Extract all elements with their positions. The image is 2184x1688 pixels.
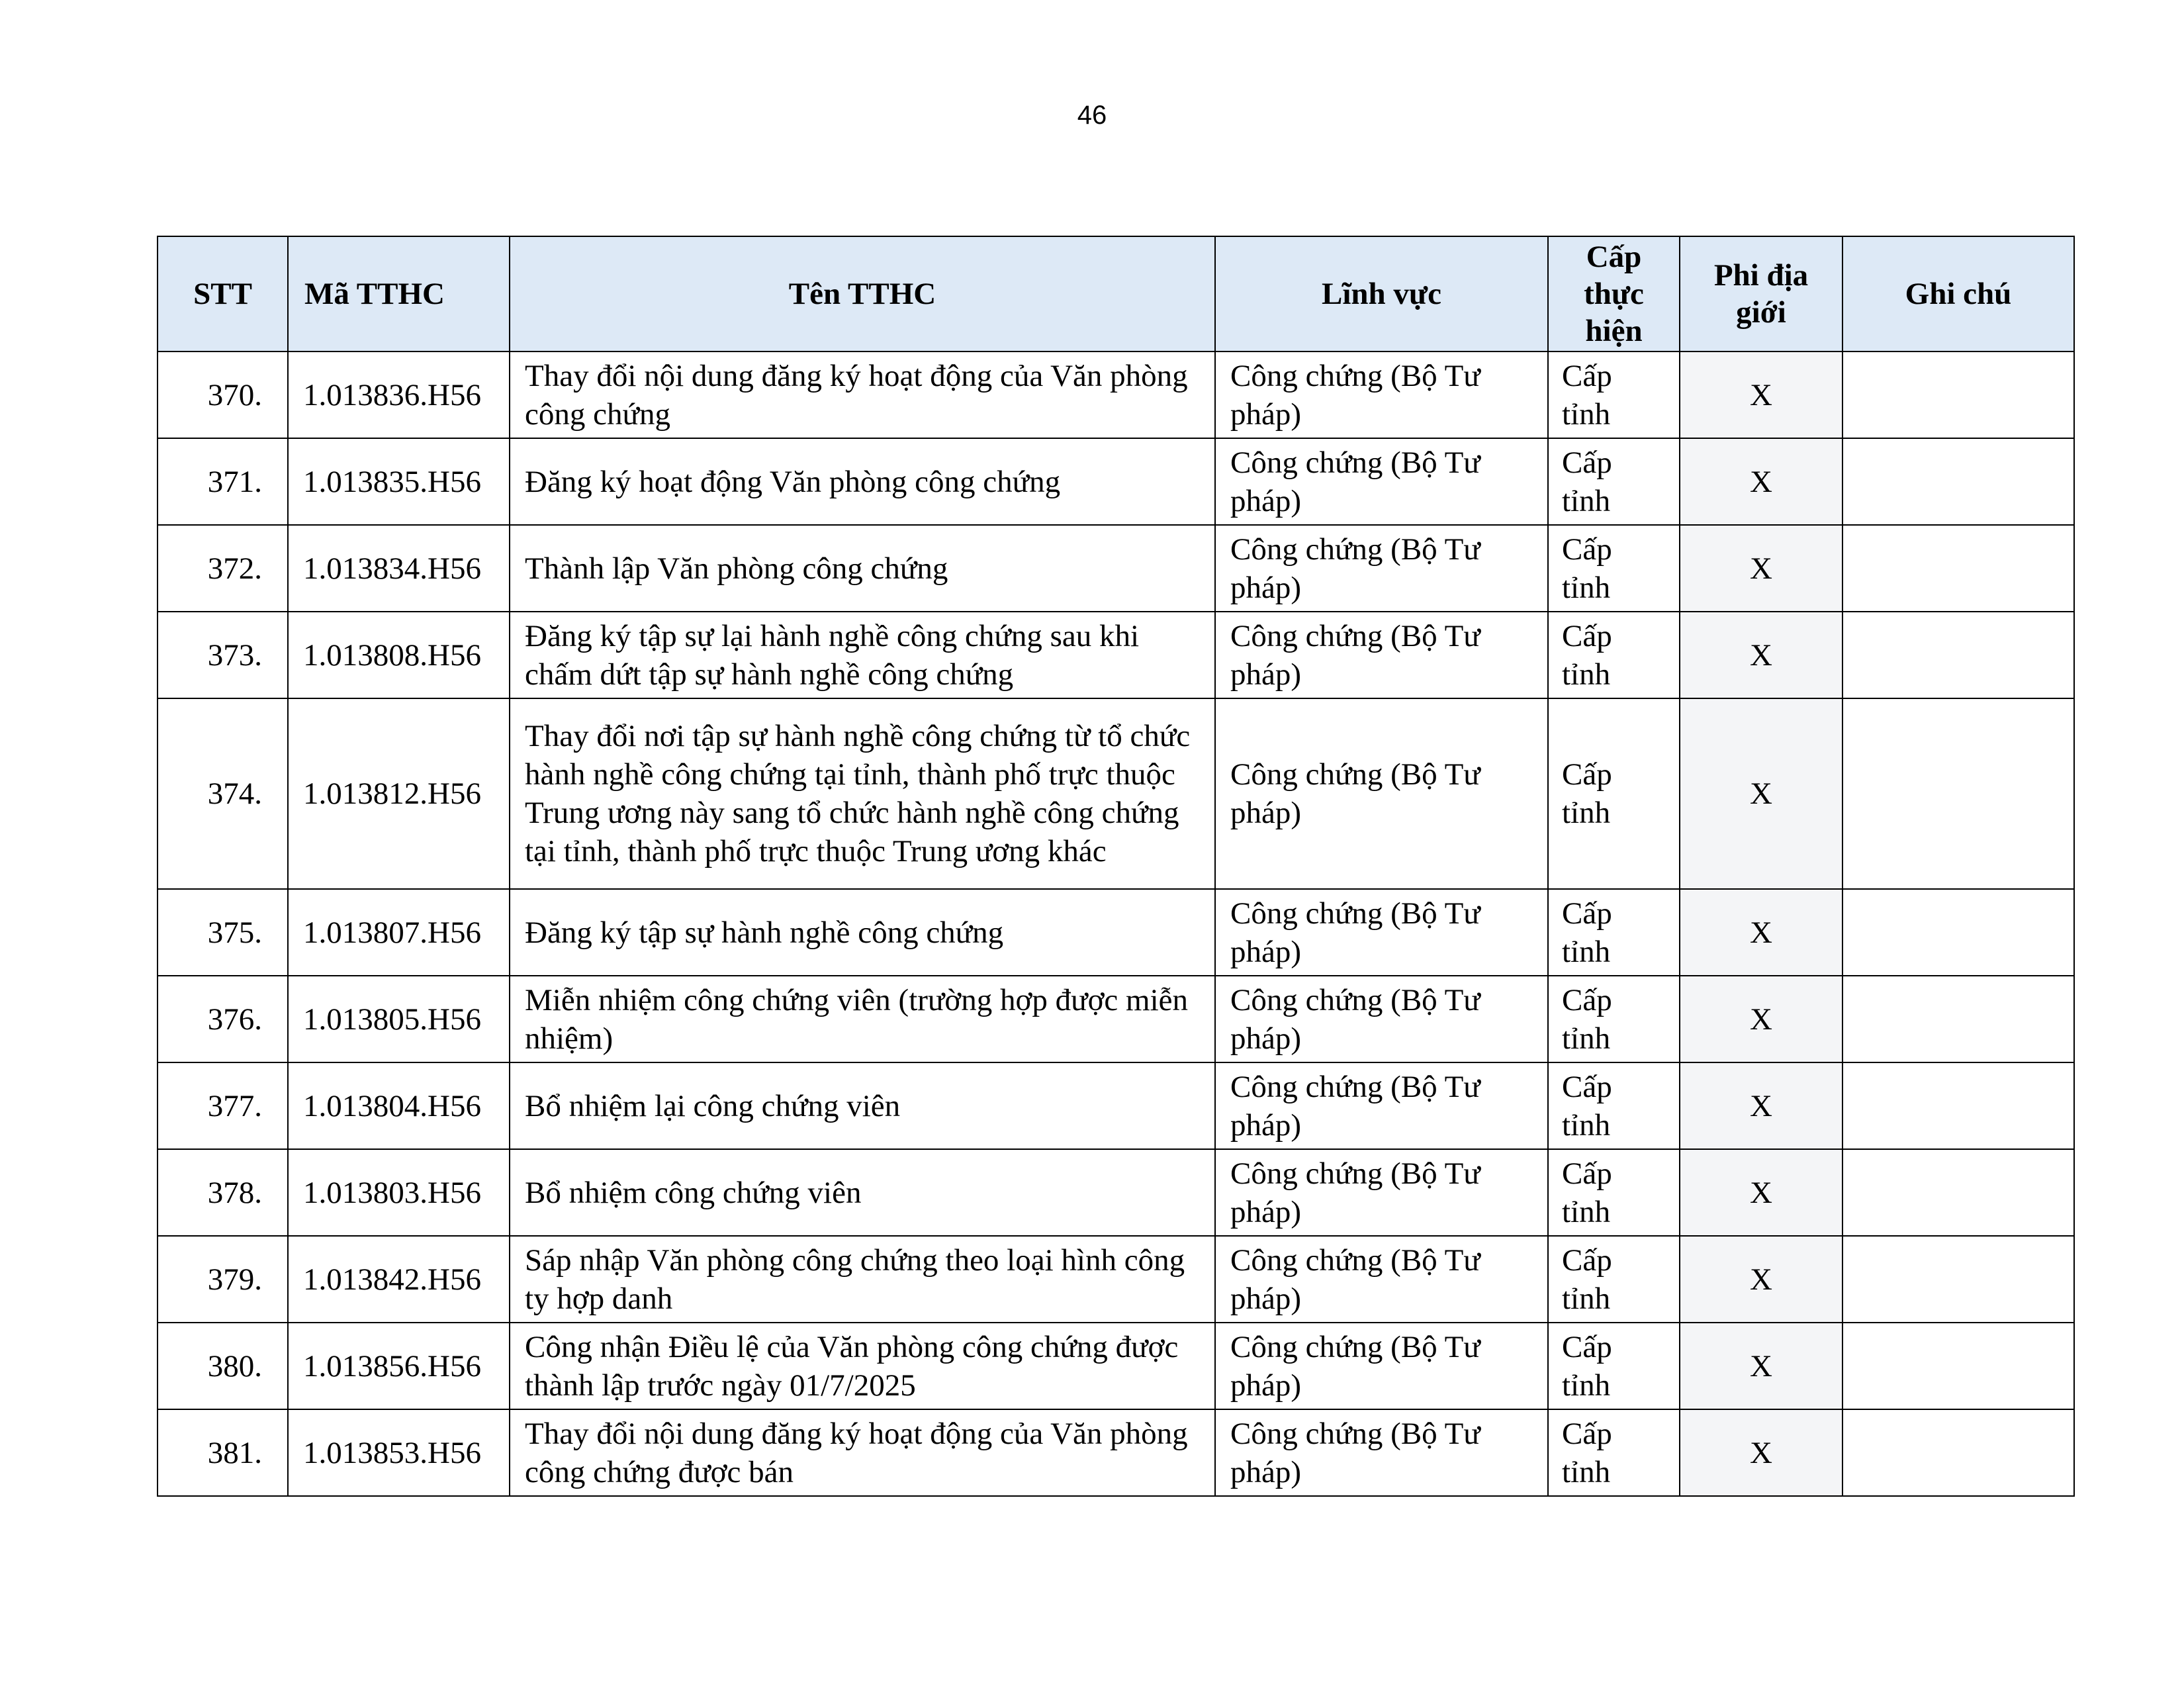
table-header-row bbox=[158, 236, 2074, 352]
cell-note bbox=[1843, 976, 2074, 1062]
cell-code: 1.013842.H56 bbox=[288, 1236, 510, 1323]
table-row bbox=[158, 976, 2074, 1062]
cell-code: 1.013808.H56 bbox=[288, 612, 510, 698]
cell-name: Sáp nhập Văn phòng công chứng theo loại hình công ty hợp danh bbox=[510, 1236, 1215, 1323]
header-code: Mã TTHC bbox=[288, 236, 510, 352]
cell-level: Cấp tỉnh bbox=[1548, 889, 1680, 976]
cell-note bbox=[1843, 698, 2074, 889]
table-row bbox=[158, 352, 2074, 438]
cell-level: Cấp tỉnh bbox=[1548, 1409, 1680, 1496]
cell-code: 1.013834.H56 bbox=[288, 525, 510, 612]
cell-field: Công chứng (Bộ Tư pháp) bbox=[1215, 1323, 1548, 1409]
cell-code: 1.013807.H56 bbox=[288, 889, 510, 976]
cell-phi-dia-gioi: X bbox=[1680, 1409, 1843, 1496]
cell-name: Thay đổi nơi tập sự hành nghề công chứng từ tổ chức hành nghề công chứng tại tỉnh, thành phố trực thuộc Trung ương này sang tổ chức hành nghề công chứng tại tỉnh, thành phố trực thuộc Trung ương khác bbox=[510, 698, 1215, 889]
header-field: Lĩnh vực bbox=[1215, 236, 1548, 352]
cell-name: Đăng ký tập sự lại hành nghề công chứng sau khi chấm dứt tập sự hành nghề công chứng bbox=[510, 612, 1215, 698]
cell-code: 1.013856.H56 bbox=[288, 1323, 510, 1409]
cell-level: Cấp tỉnh bbox=[1548, 352, 1680, 438]
cell-field: Công chứng (Bộ Tư pháp) bbox=[1215, 438, 1548, 525]
cell-field: Công chứng (Bộ Tư pháp) bbox=[1215, 525, 1548, 612]
cell-field: Công chứng (Bộ Tư pháp) bbox=[1215, 1149, 1548, 1236]
cell-level: Cấp tỉnh bbox=[1548, 698, 1680, 889]
cell-field: Công chứng (Bộ Tư pháp) bbox=[1215, 889, 1548, 976]
cell-phi-dia-gioi: X bbox=[1680, 612, 1843, 698]
procedures-table bbox=[157, 236, 2075, 1497]
cell-name: Đăng ký tập sự hành nghề công chứng bbox=[510, 889, 1215, 976]
cell-phi-dia-gioi: X bbox=[1680, 1149, 1843, 1236]
cell-stt: 377. bbox=[158, 1062, 288, 1149]
cell-phi-dia-gioi: X bbox=[1680, 352, 1843, 438]
table-row bbox=[158, 1236, 2074, 1323]
cell-field: Công chứng (Bộ Tư pháp) bbox=[1215, 1062, 1548, 1149]
cell-stt: 373. bbox=[158, 612, 288, 698]
cell-stt: 370. bbox=[158, 352, 288, 438]
cell-name: Đăng ký hoạt động Văn phòng công chứng bbox=[510, 438, 1215, 525]
cell-level: Cấp tỉnh bbox=[1548, 438, 1680, 525]
cell-code: 1.013836.H56 bbox=[288, 352, 510, 438]
table-row bbox=[158, 698, 2074, 889]
cell-name: Công nhận Điều lệ của Văn phòng công chứng được thành lập trước ngày 01/7/2025 bbox=[510, 1323, 1215, 1409]
cell-name: Thành lập Văn phòng công chứng bbox=[510, 525, 1215, 612]
table-row bbox=[158, 612, 2074, 698]
cell-name: Miễn nhiệm công chứng viên (trường hợp được miễn nhiệm) bbox=[510, 976, 1215, 1062]
cell-code: 1.013804.H56 bbox=[288, 1062, 510, 1149]
cell-phi-dia-gioi: X bbox=[1680, 1323, 1843, 1409]
table-row bbox=[158, 438, 2074, 525]
cell-level: Cấp tỉnh bbox=[1548, 1062, 1680, 1149]
header-level: Cấp thực hiện bbox=[1548, 236, 1680, 352]
cell-level: Cấp tỉnh bbox=[1548, 525, 1680, 612]
cell-stt: 379. bbox=[158, 1236, 288, 1323]
cell-field: Công chứng (Bộ Tư pháp) bbox=[1215, 1236, 1548, 1323]
cell-field: Công chứng (Bộ Tư pháp) bbox=[1215, 352, 1548, 438]
cell-note bbox=[1843, 525, 2074, 612]
cell-phi-dia-gioi: X bbox=[1680, 1062, 1843, 1149]
cell-phi-dia-gioi: X bbox=[1680, 976, 1843, 1062]
header-phi-dia-gioi: Phi địa giới bbox=[1680, 236, 1843, 352]
table-row bbox=[158, 1062, 2074, 1149]
table-row bbox=[158, 1149, 2074, 1236]
cell-level: Cấp tỉnh bbox=[1548, 1236, 1680, 1323]
cell-name: Bổ nhiệm công chứng viên bbox=[510, 1149, 1215, 1236]
cell-level: Cấp tỉnh bbox=[1548, 1323, 1680, 1409]
cell-note bbox=[1843, 1149, 2074, 1236]
cell-stt: 371. bbox=[158, 438, 288, 525]
cell-code: 1.013853.H56 bbox=[288, 1409, 510, 1496]
cell-phi-dia-gioi: X bbox=[1680, 525, 1843, 612]
cell-stt: 374. bbox=[158, 698, 288, 889]
cell-phi-dia-gioi: X bbox=[1680, 438, 1843, 525]
cell-phi-dia-gioi: X bbox=[1680, 1236, 1843, 1323]
cell-field: Công chứng (Bộ Tư pháp) bbox=[1215, 976, 1548, 1062]
table-row bbox=[158, 1323, 2074, 1409]
cell-code: 1.013803.H56 bbox=[288, 1149, 510, 1236]
cell-field: Công chứng (Bộ Tư pháp) bbox=[1215, 698, 1548, 889]
cell-field: Công chứng (Bộ Tư pháp) bbox=[1215, 1409, 1548, 1496]
cell-level: Cấp tỉnh bbox=[1548, 1149, 1680, 1236]
cell-note bbox=[1843, 438, 2074, 525]
cell-code: 1.013812.H56 bbox=[288, 698, 510, 889]
header-note: Ghi chú bbox=[1843, 236, 2074, 352]
cell-note bbox=[1843, 352, 2074, 438]
cell-note bbox=[1843, 1062, 2074, 1149]
cell-name: Bổ nhiệm lại công chứng viên bbox=[510, 1062, 1215, 1149]
cell-name: Thay đổi nội dung đăng ký hoạt động của Văn phòng công chứng bbox=[510, 352, 1215, 438]
header-stt: STT bbox=[158, 236, 288, 352]
cell-stt: 381. bbox=[158, 1409, 288, 1496]
table-row bbox=[158, 1409, 2074, 1496]
cell-name: Thay đổi nội dung đăng ký hoạt động của Văn phòng công chứng được bán bbox=[510, 1409, 1215, 1496]
table-row bbox=[158, 889, 2074, 976]
cell-note bbox=[1843, 1409, 2074, 1496]
cell-field: Công chứng (Bộ Tư pháp) bbox=[1215, 612, 1548, 698]
cell-stt: 375. bbox=[158, 889, 288, 976]
cell-note bbox=[1843, 1323, 2074, 1409]
cell-stt: 380. bbox=[158, 1323, 288, 1409]
cell-level: Cấp tỉnh bbox=[1548, 612, 1680, 698]
cell-note bbox=[1843, 1236, 2074, 1323]
cell-code: 1.013805.H56 bbox=[288, 976, 510, 1062]
page-number: 46 bbox=[1077, 101, 1107, 130]
cell-note bbox=[1843, 612, 2074, 698]
header-name: Tên TTHC bbox=[510, 236, 1215, 352]
cell-phi-dia-gioi: X bbox=[1680, 889, 1843, 976]
cell-code: 1.013835.H56 bbox=[288, 438, 510, 525]
cell-stt: 372. bbox=[158, 525, 288, 612]
cell-note bbox=[1843, 889, 2074, 976]
cell-stt: 378. bbox=[158, 1149, 288, 1236]
cell-stt: 376. bbox=[158, 976, 288, 1062]
cell-level: Cấp tỉnh bbox=[1548, 976, 1680, 1062]
table-row bbox=[158, 525, 2074, 612]
cell-phi-dia-gioi: X bbox=[1680, 698, 1843, 889]
